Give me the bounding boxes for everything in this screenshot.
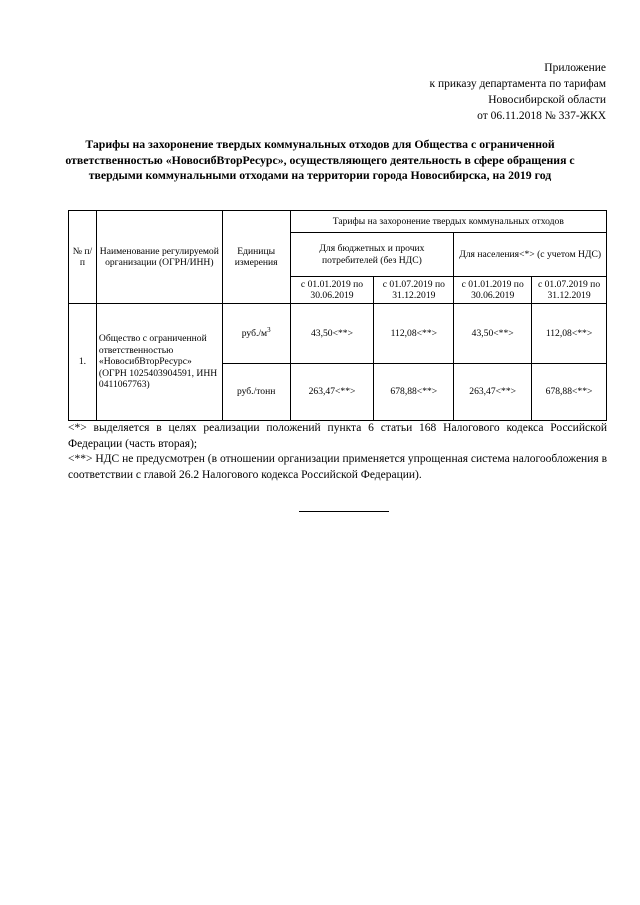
appendix-line-3: Новосибирской области <box>488 94 606 106</box>
header-period-population-h2: с 01.07.2019 по 31.12.2019 <box>532 277 607 304</box>
header-organization: Наименование регулируемой организации (ОГРН/ИНН) <box>96 211 222 304</box>
header-number: № п/п <box>69 211 97 304</box>
row-number: 1. <box>69 304 97 421</box>
tariff-value: 263,47<**> <box>290 364 374 421</box>
footnote-vat-allocated: <*> выделяется в целях реализации положений пункта 6 статьи 168 Налогового кодекса Российской Федерации (часть вторая); <box>68 422 607 450</box>
tariff-value: 678,88<**> <box>532 364 607 421</box>
header-period-budget-h2: с 01.07.2019 по 31.12.2019 <box>374 277 454 304</box>
footnotes <box>68 421 607 483</box>
unit-cubic-meter: $руб./м^3$ <box>222 304 290 364</box>
end-separator-line <box>299 511 389 512</box>
tariffs-table <box>68 210 607 421</box>
footnote-vat-not-provided: <**> НДС не предусмотрен (в отношении организации применяется упрощенная система налогообложения в соответствии с главой 26.2 Налогового кодекса Российской Федерации). <box>68 453 607 481</box>
tariff-value: 112,08<**> <box>532 304 607 364</box>
document-title: Тарифы на захоронение твердых коммунальных отходов для Общества с ограниченной ответственностью «НовосибВторРесурс», осуществляющего деятельность в сфере обращения с твердыми коммунальными отходами на территории города Новосибирска, на 2019 год <box>65 137 575 182</box>
appendix-line-1: Приложение <box>544 62 606 74</box>
tariff-value: 263,47<**> <box>454 364 532 421</box>
table-row <box>69 304 607 364</box>
tariff-value: 112,08<**> <box>374 304 454 364</box>
header-period-population-h1: с 01.01.2019 по 30.06.2019 <box>454 277 532 304</box>
header-tariffs: Тарифы на захоронение твердых коммунальных отходов <box>290 211 606 233</box>
header-population: Для населения<*> (с учетом НДС) <box>454 233 607 277</box>
header-period-budget-h1: с 01.01.2019 по 30.06.2019 <box>290 277 374 304</box>
appendix-line-2: к приказу департамента по тарифам <box>429 78 606 90</box>
unit-ton: руб./тонн <box>222 364 290 421</box>
appendix-header <box>429 60 606 124</box>
organization-name: Общество с ограниченной ответственностью «НовосибВторРесурс» (ОГРН 1025403904591, ИНН 0411067763) <box>96 304 222 421</box>
tariff-value: 678,88<**> <box>374 364 454 421</box>
tariff-value: 43,50<**> <box>290 304 374 364</box>
header-budget-consumers: Для бюджетных и прочих потребителей (без НДС) <box>290 233 454 277</box>
header-units: Единицы измерения <box>222 211 290 304</box>
tariff-value: 43,50<**> <box>454 304 532 364</box>
appendix-line-4: от 06.11.2018 № 337-ЖКХ <box>477 110 606 122</box>
